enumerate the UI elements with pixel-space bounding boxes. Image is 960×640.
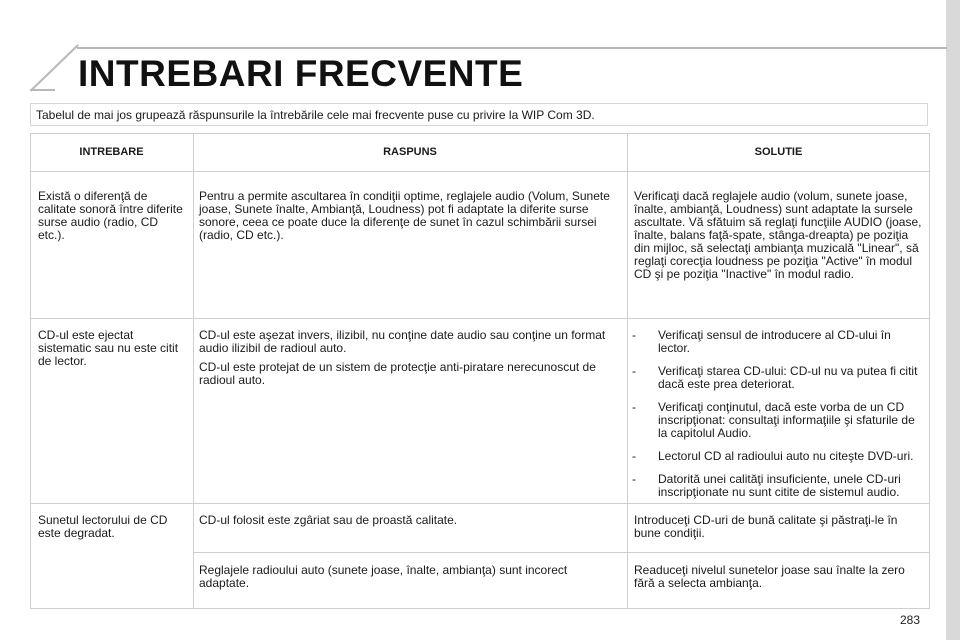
row-separator bbox=[30, 171, 930, 172]
row1-answer: Pentru a permite ascultarea în condiţii optime, reglajele audio (Volum, Sunete joase, Sunete înalte, Ambianţă, Loudness) pot fi adaptate la diferite surse sonore, ceea ce poate duce la diferenţe de sunet în cazul schimbării sursei (radio, CD etc.). bbox=[199, 189, 610, 242]
header-answer: RASPUNS bbox=[383, 146, 437, 158]
page-title: INTREBARI FRECVENTE bbox=[78, 53, 524, 94]
list-item-text: Datorită unei calităţi insuficiente, unele CD-uri inscripţionate nu sunt citite de sistemul audio. bbox=[658, 472, 901, 499]
title-rule bbox=[77, 47, 947, 49]
row1-question: Există o diferenţă de calitate sonoră între diferite surse audio (radio, CD etc.). bbox=[38, 189, 183, 242]
intro-text: Tabelul de mai jos grupează răspunsurile la întrebările cele mai frecvente puse cu privire la WIP Com 3D. bbox=[36, 108, 595, 122]
list-item: - Datorită unei calităţi insuficiente, unele CD-uri inscripţionate nu sunt citite de sistemul audio. bbox=[632, 472, 901, 499]
list-item: - Verificaţi starea CD-ului: CD-ul nu va putea fi citit dacă este prea deteriorat. bbox=[632, 364, 918, 391]
list-item-text: Lectorul CD al radioului auto nu citeşte DVD-uri. bbox=[658, 449, 914, 463]
row3-answer-a: CD-ul folosit este zgâriat sau de proastă calitate. bbox=[199, 513, 458, 527]
row3-question: Sunetul lectorului de CD este degradat. bbox=[38, 513, 168, 540]
col-separator bbox=[627, 133, 628, 609]
header-solution: SOLUTIE bbox=[754, 146, 803, 158]
list-item-text: Verificaţi starea CD-ului: CD-ul nu va putea fi citit dacă este prea deteriorat. bbox=[658, 364, 918, 391]
row3-solution-b: Readuceţi nivelul sunetelor joase sau înalte la zero fără a selecta ambianţa. bbox=[634, 563, 905, 590]
row2-answer-part2: CD-ul este protejat de un sistem de protecţie anti-piratare nerecunoscut de radioul auto. bbox=[199, 360, 596, 387]
page-number: 283 bbox=[900, 613, 921, 627]
list-item-text: Verificaţi conţinutul, dacă este vorba de un CD inscripţionat: consultaţi informaţiile şi sfaturile de la capitolul Audio. bbox=[658, 400, 915, 440]
header-question: INTREBARE bbox=[79, 146, 144, 158]
list-item-text: Verificaţi sensul de introducere al CD-ului în lector. bbox=[658, 328, 891, 355]
row2-answer bbox=[199, 329, 619, 387]
title-rule-left bbox=[30, 89, 55, 91]
row2-question: CD-ul este ejectat sistematic sau nu este citit de lector. bbox=[38, 328, 179, 368]
row2-solutions bbox=[632, 329, 924, 509]
row3-answer-b: Reglajele radioului auto (sunete joase, înalte, ambianţa) sunt incorect adaptate. bbox=[199, 563, 568, 590]
row1-solution: Verificaţi dacă reglajele audio (volum, sunete joase, înalte, ambianţă, Loudness) sunt adaptate la sursele ascultate. Vă sfătuim să reglaţi funcţiile AUDIO (joase, înalte, balans faţă-spate, stânga-dreapta) pe poziţia din mijloc, să selectaţi ambianţa muzicală "Linear", să reglaţi corecţia loudness pe poziţia "Active" în modul CD şi pe poziţia "Inactive" în modul radio. bbox=[634, 189, 922, 281]
list-item: - Verificaţi conţinutul, dacă este vorba de un CD inscripţionat: consultaţi informaţiile şi sfaturile de la capitolul Audio. bbox=[632, 400, 915, 440]
side-bar bbox=[946, 0, 960, 640]
row3-solution-a: Introduceţi CD-uri de bună calitate şi păstraţi-le în bune condiţii. bbox=[634, 513, 898, 540]
list-item: - Lectorul CD al radioului auto nu citeşte DVD-uri. bbox=[632, 449, 914, 463]
title-rule-slant bbox=[30, 44, 79, 91]
row-separator bbox=[30, 318, 930, 319]
row2-answer-part1: CD-ul este aşezat invers, ilizibil, nu conţine date audio sau conţine un format audio ilizibil de radioul auto. bbox=[199, 328, 606, 355]
row-separator bbox=[193, 552, 930, 553]
list-item: - Verificaţi sensul de introducere al CD-ului în lector. bbox=[632, 328, 891, 355]
col-separator bbox=[193, 133, 194, 609]
